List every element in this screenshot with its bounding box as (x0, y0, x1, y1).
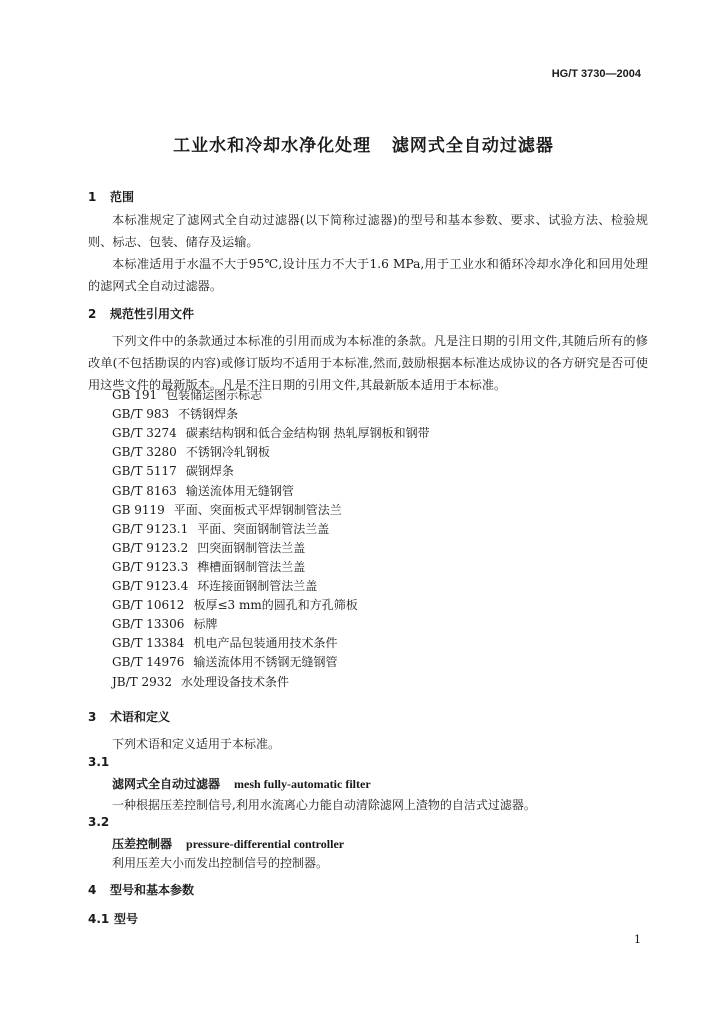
section-1-paragraph-2: 本标准适用于水温不大于95℃,设计压力不大于1.6 MPa,用于工业水和循环冷却水净化和回用处理的滤网式全自动过滤器。 (88, 257, 648, 293)
clause-3-2-number: 3.2 (88, 815, 110, 829)
reference-item (112, 615, 217, 632)
reference-title: 平面、突面钢制管法兰盖 (197, 521, 330, 536)
reference-item (112, 501, 342, 518)
reference-code: GB/T 9123.1 (112, 521, 189, 536)
standard-code: HG/T 3730—2004 (551, 68, 641, 80)
document-title: 工业水和冷却水净化处理 滤网式全自动过滤器 (173, 136, 554, 156)
clause-3-1-number: 3.1 (88, 755, 110, 769)
reference-title: 水处理设备技术条件 (181, 674, 290, 689)
reference-code: GB 9119 (112, 502, 165, 517)
reference-item (112, 653, 337, 670)
term-chinese: 压差控制器 (112, 837, 173, 851)
reference-item (112, 424, 430, 441)
section-number: 4 (88, 883, 97, 897)
reference-title: 输送流体用不锈钢无缝钢管 (193, 655, 338, 670)
reference-title: 碳素结构钢和低合金结构钢 热轧厚钢板和钢带 (185, 426, 430, 441)
reference-title: 包装储运图示标志 (166, 388, 263, 402)
term-english: pressure-differential controller (186, 837, 345, 851)
reference-item (112, 520, 329, 537)
section-4-heading (88, 881, 194, 898)
section-2-heading (88, 305, 194, 322)
term-3-1 (112, 775, 371, 792)
reference-code: GB/T 14976 (112, 655, 185, 670)
reference-title: 碳钢焊条 (185, 464, 234, 479)
reference-item (112, 558, 305, 575)
reference-title: 平面、突面板式平焊钢制管法兰 (173, 502, 342, 517)
section-3-heading (88, 708, 170, 725)
term-3-2 (112, 835, 344, 852)
reference-code: GB/T 8163 (112, 483, 177, 498)
reference-code: GB/T 3280 (112, 445, 177, 460)
section-number: 1 (88, 190, 97, 204)
term-3-1-definition: 一种根据压差控制信号,利用水流离心力能自动清除滤网上渣物的自洁式过滤器。 (112, 798, 536, 812)
reference-code: GB/T 983 (112, 407, 170, 422)
reference-item (112, 462, 234, 479)
reference-item (112, 577, 317, 594)
reference-title: 凹突面钢制管法兰盖 (197, 540, 306, 555)
reference-code: GB/T 13384 (112, 636, 185, 651)
section-title: 术语和定义 (110, 710, 171, 724)
reference-item (112, 386, 262, 403)
reference-title: 榫槽面钢制管法兰盖 (197, 559, 306, 574)
section-2-paragraph: 下列文件中的条款通过本标准的引用而成为本标准的条款。凡是注日期的引用文件,其随后所有的修改单(不包括勘误的内容)或修订版均不适用于本标准,然而,鼓励根据本标准达成协议的各方研究是否可使用这些文件的最新版本。凡是不注日期的引用文件,其最新版本适用于本标准。 (88, 334, 648, 392)
reference-item (112, 596, 358, 613)
clause-4-1 (88, 910, 138, 927)
reference-code: JB/T 2932 (112, 674, 173, 689)
section-title: 型号和基本参数 (110, 883, 195, 897)
term-english: mesh fully-automatic filter (234, 777, 371, 791)
reference-code: GB/T 9123.4 (112, 579, 189, 593)
reference-item (112, 673, 289, 690)
reference-code: GB/T 9123.3 (112, 559, 189, 574)
section-title: 规范性引用文件 (110, 307, 195, 321)
reference-title: 输送流体用无缝钢管 (185, 483, 294, 498)
reference-item (112, 482, 294, 499)
section-1-heading (88, 188, 134, 205)
section-3-intro: 下列术语和定义适用于本标准。 (112, 737, 281, 751)
reference-title: 标牌 (193, 617, 218, 632)
reference-item (112, 539, 305, 556)
reference-title: 板厚≤3 mm的圆孔和方孔筛板 (193, 598, 358, 613)
reference-title: 不锈钢焊条 (178, 407, 239, 422)
section-number: 3 (88, 710, 97, 724)
page-number: 1 (634, 933, 641, 946)
reference-code: GB/T 3274 (112, 426, 177, 441)
reference-code: GB 191 (112, 388, 158, 402)
term-chinese: 滤网式全自动过滤器 (112, 777, 221, 791)
reference-title: 不锈钢冷轧钢板 (185, 445, 270, 460)
section-number: 2 (88, 307, 97, 321)
reference-code: GB/T 10612 (112, 598, 185, 613)
reference-code: GB/T 9123.2 (112, 540, 189, 555)
clause-title: 型号 (114, 912, 139, 926)
reference-title: 环连接面钢制管法兰盖 (197, 579, 318, 593)
reference-code: GB/T 5117 (112, 464, 177, 479)
reference-code: GB/T 13306 (112, 617, 185, 632)
clause-number: 4.1 (88, 912, 110, 926)
reference-title: 机电产品包装通用技术条件 (193, 636, 338, 651)
reference-item (112, 443, 270, 460)
section-1-paragraph-1: 本标准规定了滤网式全自动过滤器(以下简称过滤器)的型号和基本参数、要求、试验方法、检验规则、标志、包装、储存及运输。 (88, 213, 648, 249)
section-title: 范围 (110, 190, 135, 204)
reference-item (112, 405, 238, 422)
reference-item (112, 634, 337, 651)
term-3-2-definition: 利用压差大小而发出控制信号的控制器。 (112, 856, 329, 870)
